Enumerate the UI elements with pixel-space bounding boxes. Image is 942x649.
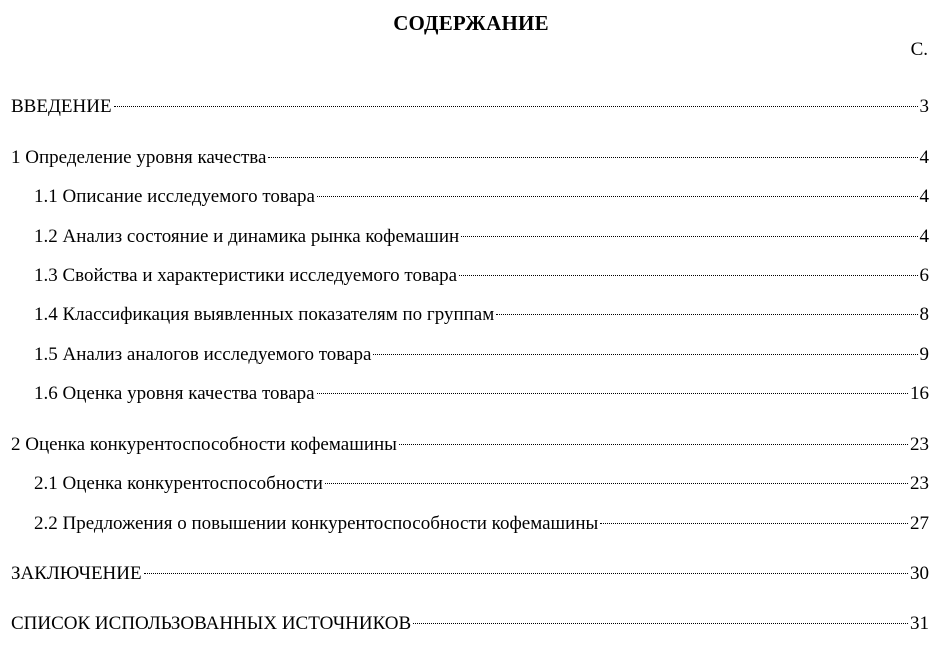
document-title: СОДЕРЖАНИЕ <box>393 11 549 35</box>
dot-leader <box>399 426 908 450</box>
toc-entry-text: 2.1 Оценка конкурентоспособности <box>34 473 323 494</box>
toc-entry-section-1-3 <box>34 257 929 288</box>
toc-entry-page: 23 <box>910 434 929 455</box>
dot-leader <box>114 88 918 112</box>
toc-entry-page: 3 <box>919 96 929 117</box>
toc-entry-text: 1.1 Описание исследуемого товара <box>34 186 315 207</box>
toc-entry-text: 2.2 Предложения о повышении конкурентоспособности кофемашины <box>34 513 599 534</box>
toc-entry-section-1-6 <box>34 375 929 406</box>
dot-leader <box>496 296 917 320</box>
dot-leader <box>317 178 918 202</box>
toc-entry-page: 4 <box>919 186 929 207</box>
toc-entry-introduction <box>11 88 929 119</box>
toc-entry-page: 16 <box>910 383 929 404</box>
toc-entry-section-1-2 <box>34 218 929 249</box>
toc-entry-text: 1.3 Свойства и характеристики исследуемого товара <box>34 265 458 286</box>
toc-entry-section-1-5 <box>34 336 929 367</box>
toc-entry-section-1-4 <box>34 296 929 327</box>
toc-entry-references <box>11 605 929 636</box>
toc-entry-conclusion <box>11 555 929 586</box>
toc-entry-page: 31 <box>910 613 929 634</box>
toc-entry-page: 4 <box>919 226 929 247</box>
toc-entry-text: СПИСОК ИСПОЛЬЗОВАННЫХ ИСТОЧНИКОВ <box>11 613 412 634</box>
dot-leader <box>461 218 917 242</box>
toc-entry-page: 30 <box>910 563 929 584</box>
dot-leader <box>459 257 917 281</box>
toc-entry-page: 23 <box>910 473 929 494</box>
toc-entry-text: 1.6 Оценка уровня качества товара <box>34 383 315 404</box>
dot-leader <box>373 336 917 360</box>
dot-leader <box>600 505 908 529</box>
toc-entry-text: 1.4 Классификация выявленных показателям по группам <box>34 304 495 325</box>
toc-entry-section-2 <box>11 426 929 457</box>
dot-leader <box>413 605 908 629</box>
toc-entry-page: 27 <box>910 513 929 534</box>
dot-leader <box>144 555 908 579</box>
dot-leader <box>325 465 908 489</box>
toc-entry-text: 1.2 Анализ состояние и динамика рынка кофемашин <box>34 226 460 247</box>
toc-entry-text: 1 Определение уровня качества <box>11 147 267 168</box>
toc-entry-page: 6 <box>919 265 929 286</box>
toc-entry-page: 4 <box>919 147 929 168</box>
dot-leader <box>317 375 908 399</box>
toc-entry-text: ВВЕДЕНИЕ <box>11 96 112 117</box>
toc-entry-section-2-2 <box>34 505 929 536</box>
toc-entry-text: ЗАКЛЮЧЕНИЕ <box>11 563 142 584</box>
toc-entry-page: 8 <box>919 304 929 325</box>
toc-entry-text: 2 Оценка конкурентоспособности кофемашины <box>11 434 397 455</box>
dot-leader <box>268 139 917 163</box>
toc-entry-section-1-1 <box>34 178 929 209</box>
page-column-label: С. <box>910 39 928 60</box>
toc-entry-section-1 <box>11 139 929 170</box>
toc-entry-page: 9 <box>919 344 929 365</box>
toc-entry-section-2-1 <box>34 465 929 496</box>
toc-entry-text: 1.5 Анализ аналогов исследуемого товара <box>34 344 372 365</box>
